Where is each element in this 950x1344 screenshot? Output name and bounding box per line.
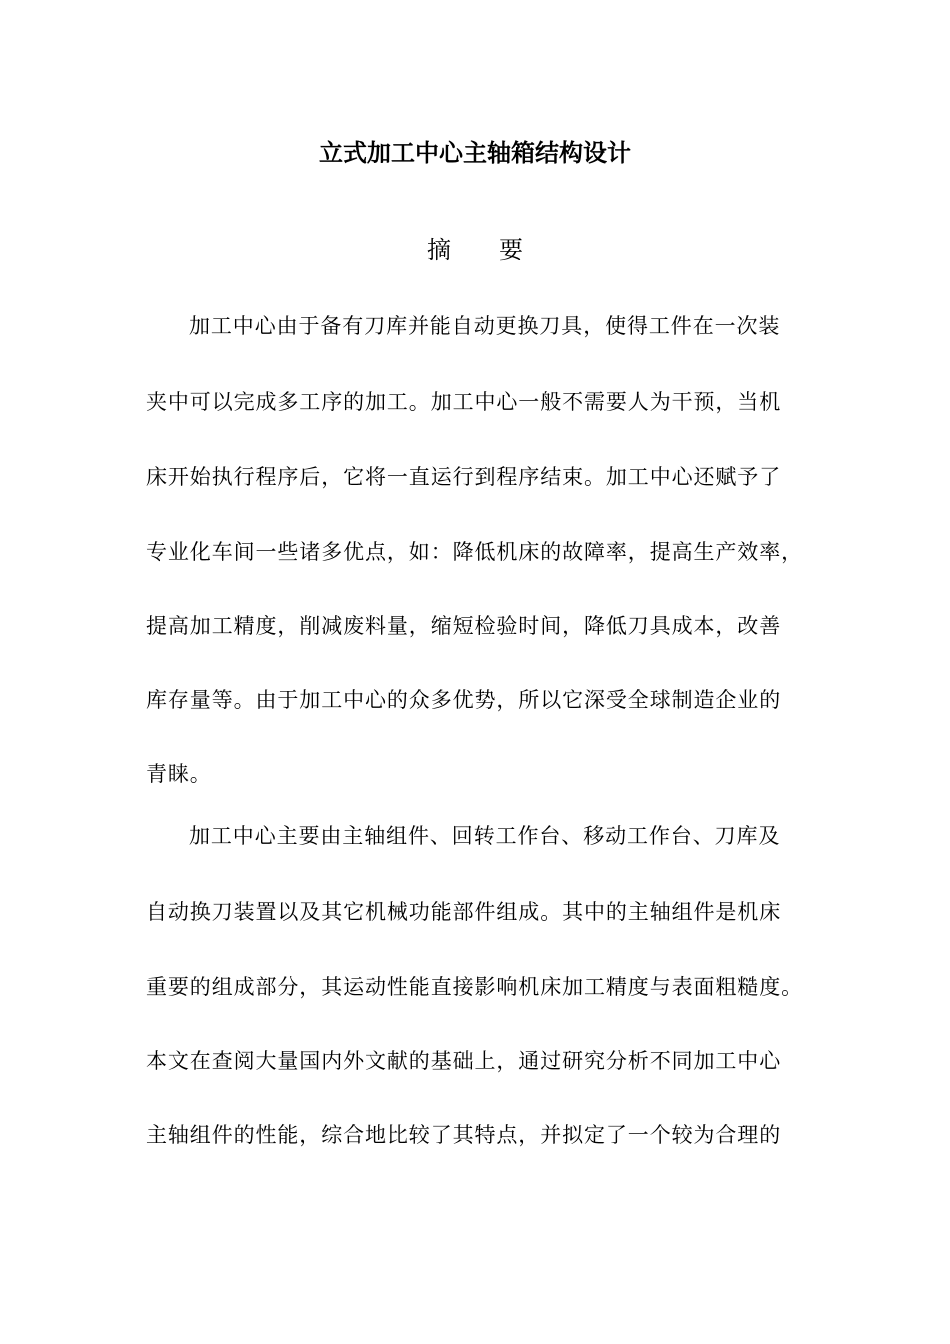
paragraph-1-line-7: 青睐。 <box>146 762 212 786</box>
paragraph-1-line-2: 夹中可以完成多工序的加工。加工中心一般不需要人为干预，当机 <box>146 390 782 414</box>
paragraph-2-line-2: 自动换刀装置以及其它机械功能部件组成。其中的主轴组件是机床 <box>146 900 782 924</box>
paragraph-1-line-3: 床开始执行程序后，它将一直运行到程序结束。加工中心还赋予了 <box>146 465 782 489</box>
document-title: 立式加工中心主轴箱结构设计 <box>319 139 631 167</box>
paragraph-2-line-5: 主轴组件的性能，综合地比较了其特点，并拟定了一个较为合理的 <box>146 1123 782 1147</box>
abstract-heading: 摘要 <box>427 236 571 264</box>
paragraph-1-line-6: 库存量等。由于加工中心的众多优势，所以它深受全球制造企业的 <box>146 688 782 712</box>
paragraph-1-line-5: 提高加工精度，削减废料量，缩短检验时间，降低刀具成本，改善 <box>146 614 782 638</box>
paragraph-2-line-4: 本文在查阅大量国内外文献的基础上，通过研究分析不同加工中心 <box>146 1049 782 1073</box>
paragraph-1-line-1: 加工中心由于备有刀库并能自动更换刀具，使得工件在一次装 <box>189 314 781 338</box>
paragraph-1-line-4: 专业化车间一些诸多优点，如：降低机床的故障率，提高生产效率， <box>146 540 803 564</box>
paragraph-2-line-1: 加工中心主要由主轴组件、回转工作台、移动工作台、刀库及 <box>189 824 781 848</box>
paragraph-2-line-3: 重要的组成部分，其运动性能直接影响机床加工精度与表面粗糙度。 <box>146 975 803 999</box>
